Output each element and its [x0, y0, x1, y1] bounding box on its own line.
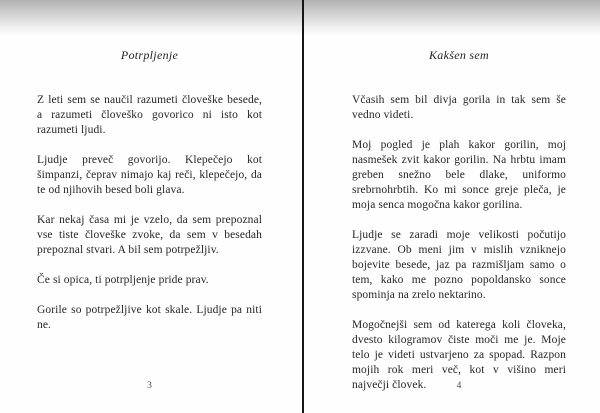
paragraph: Moj pogled je plah kakor gorilin, moj nasmešek zvit kakor gorilin. Na hrbtu imam greben snežno bele dlake, uniformo srebrnohrbtih. Ko mi sonce greje pleča, je moja senca mogočna kakor gorilina. [352, 139, 566, 211]
page-number-left: 3 [147, 381, 152, 391]
chapter-title-right: Kakšen sem [429, 48, 489, 62]
paragraph: Mogočnejši sem od katerega koli človeka, dvesto kilogramov čiste moči me je. Moje telo je videti ustvarjeno za spopad. Razpon mojih rok meri več, kot v višino meri največji človek. [352, 319, 566, 391]
paragraph: Ljudje preveč govorijo. Klepečejo kot šimpanzi, čeprav nimajo kaj reči, klepečejo, da te od njihovih besed boli glava. [37, 154, 262, 196]
paragraph: Gorile so potrpežljive kot skale. Ljudje pa niti ne. [37, 304, 262, 331]
paragraph: Kar nekaj časa mi je vzelo, da sem prepoznal vse tiste človeške zvoke, da sem v besedah prepoznal stvari. A bil sem potrpežljiv. [37, 214, 262, 256]
page-left-body [37, 93, 262, 333]
chapter-title-left: Potrpljenje [120, 48, 179, 62]
paragraph: Včasih sem bil divja gorila in tak sem še vedno videti. [352, 94, 566, 121]
paragraph: Z leti sem se naučil razumeti človeške besede, a razumeti človeško govorico ni isto kot razumeti ljudi. [37, 94, 262, 136]
page-number-right: 4 [456, 381, 462, 391]
page-right-body [352, 93, 566, 393]
page-divider [302, 0, 304, 413]
paragraph: Ljudje se zaradi moje velikosti počutijo izzvane. Ob meni jim v mislih vzniknejo bojevite besede, jaz pa razmišljam samo o tem, kako me pozno popoldansko sonce spominja na zrelo nektarino. [352, 229, 566, 301]
page-right[interactable] [304, 0, 600, 413]
paragraph: Če si opica, ti potrpljenje pride prav. [37, 274, 209, 286]
